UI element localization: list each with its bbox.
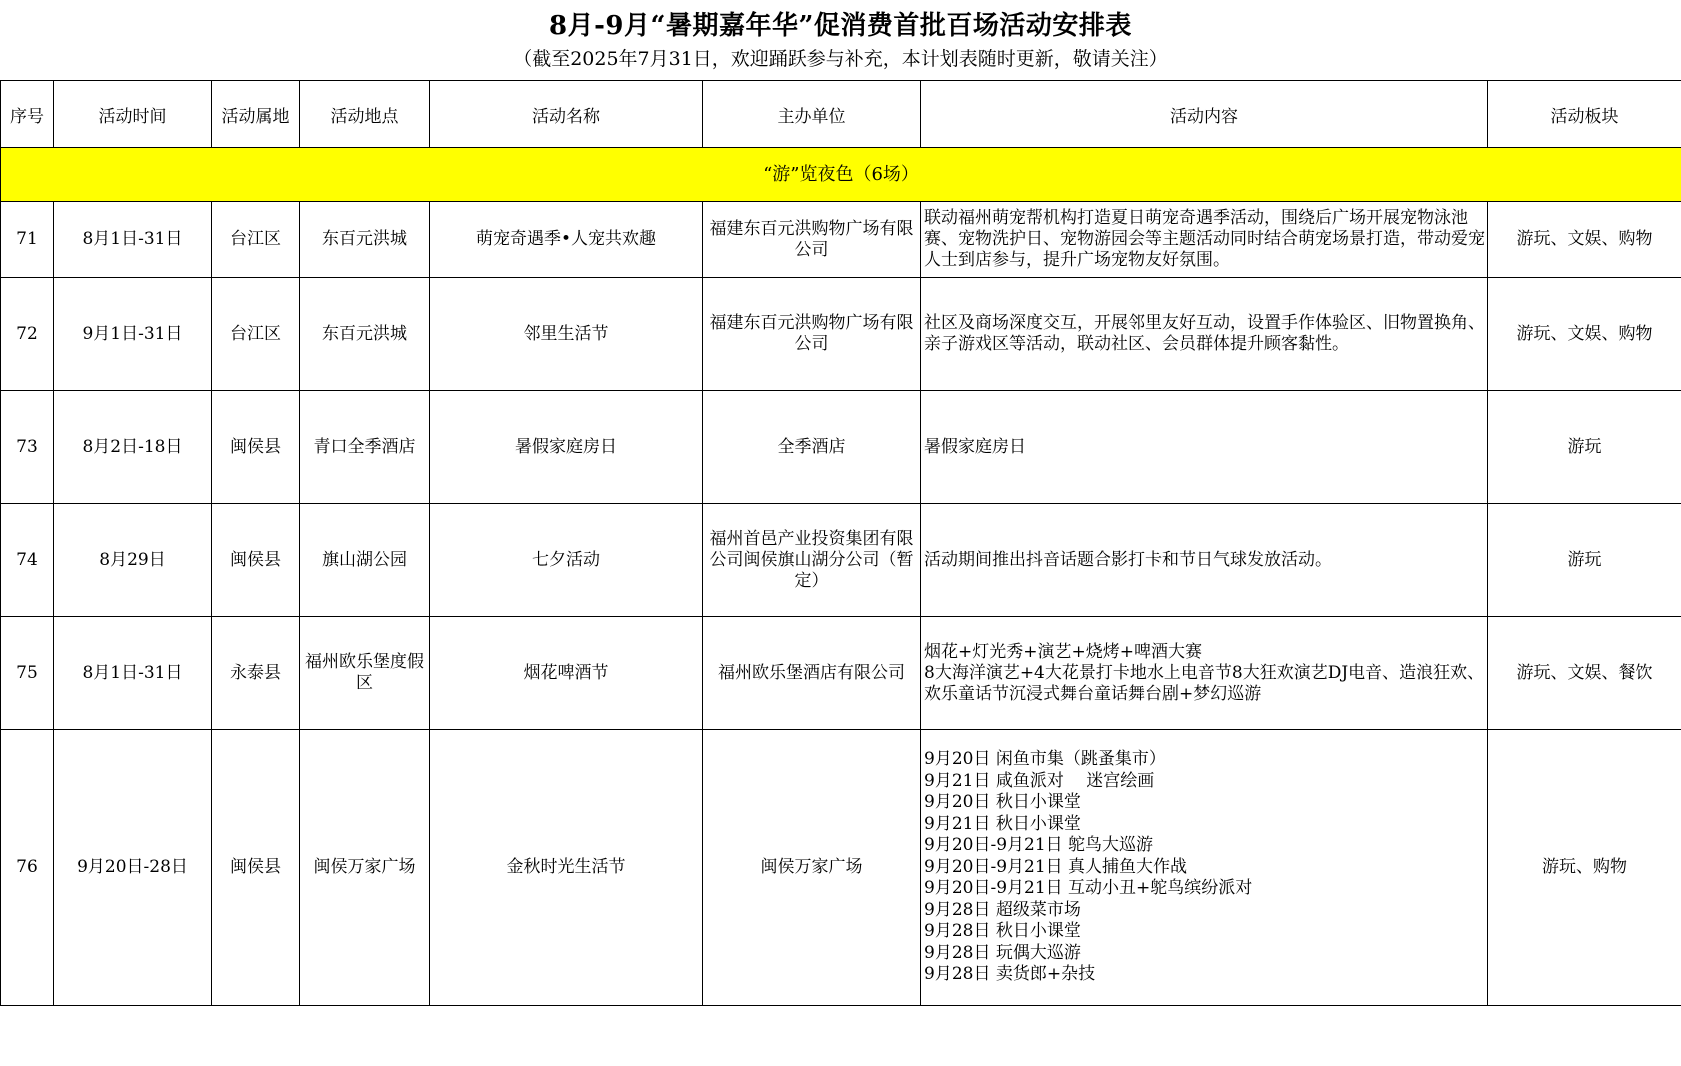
content-line: 9月20日 秋日小课堂 (924, 792, 1081, 813)
cell-name: 邻里生活节 (430, 278, 703, 391)
content-line: 烟花+灯光秀+演艺+烧烤+啤酒大赛 (924, 641, 1202, 662)
column-header-organizer: 主办单位 (703, 81, 921, 148)
cell-organizer: 福建东百元洪购物广场有限公司 (703, 202, 921, 278)
table-header-row (1, 81, 1681, 148)
cell-content: 活动期间推出抖音话题合影打卡和节日气球发放活动。 (921, 504, 1488, 617)
cell-organizer: 福州首邑产业投资集团有限公司闽侯旗山湖分公司（暂定） (703, 504, 921, 617)
cell-name: 七夕活动 (430, 504, 703, 617)
page-title: 8月-9月“暑期嘉年华”促消费首批百场活动安排表 (549, 11, 1132, 41)
cell-place: 福州欧乐堡度假区 (300, 617, 430, 730)
cell-place: 旗山湖公园 (300, 504, 430, 617)
cell-category: 游玩、购物 (1488, 730, 1681, 1006)
table-row (1, 202, 1681, 278)
section-title: “游”览夜色（6场） (1, 148, 1681, 202)
cell-name: 暑假家庭房日 (430, 391, 703, 504)
document-header (0, 0, 1681, 80)
content-line: 8大海洋演艺+4大花景打卡地水上电音节8大狂欢演艺DJ电音、造浪狂欢、欢乐童话节沉浸式舞台童话舞台剧+梦幻巡游 (924, 662, 1485, 704)
cell-time: 9月20日-28日 (54, 730, 212, 1006)
cell-organizer: 全季酒店 (703, 391, 921, 504)
cell-content: 暑假家庭房日 (921, 391, 1488, 504)
cell-category: 游玩 (1488, 391, 1681, 504)
table-row (1, 504, 1681, 617)
cell-content: 联动福州萌宠帮机构打造夏日萌宠奇遇季活动，围绕后广场开展宠物泳池赛、宠物洗护日、宠物游园会等主题活动同时结合萌宠场景打造，带动爱宠人士到店参与，提升广场宠物友好氛围。 (921, 202, 1488, 278)
cell-place: 东百元洪城 (300, 202, 430, 278)
cell-no: 75 (1, 617, 54, 730)
column-header-content: 活动内容 (921, 81, 1488, 148)
content-line: 9月28日 秋日小课堂 (924, 921, 1081, 942)
table-row (1, 278, 1681, 391)
content-line: 9月28日 超级菜市场 (924, 899, 1081, 920)
cell-district: 台江区 (212, 278, 300, 391)
cell-category: 游玩、文娱、购物 (1488, 202, 1681, 278)
cell-no: 74 (1, 504, 54, 617)
cell-content (921, 617, 1488, 730)
cell-category: 游玩、文娱、餐饮 (1488, 617, 1681, 730)
cell-organizer: 闽侯万家广场 (703, 730, 921, 1006)
table-row (1, 617, 1681, 730)
table-row (1, 391, 1681, 504)
cell-category: 游玩 (1488, 504, 1681, 617)
cell-organizer: 福建东百元洪购物广场有限公司 (703, 278, 921, 391)
activity-table (0, 80, 1681, 1006)
column-header-no: 序号 (1, 81, 54, 148)
cell-no: 73 (1, 391, 54, 504)
content-line: 9月20日-9月21日 互动小丑+鸵鸟缤纷派对 (924, 878, 1253, 899)
cell-time: 9月1日-31日 (54, 278, 212, 391)
cell-time: 8月1日-31日 (54, 617, 212, 730)
cell-category: 游玩、文娱、购物 (1488, 278, 1681, 391)
cell-district: 闽侯县 (212, 730, 300, 1006)
content-line: 9月20日-9月21日 鸵鸟大巡游 (924, 835, 1154, 856)
content-line: 9月20日-9月21日 真人捕鱼大作战 (924, 856, 1188, 877)
cell-time: 8月1日-31日 (54, 202, 212, 278)
cell-place: 东百元洪城 (300, 278, 430, 391)
cell-no: 72 (1, 278, 54, 391)
cell-district: 台江区 (212, 202, 300, 278)
cell-no: 71 (1, 202, 54, 278)
column-header-district: 活动属地 (212, 81, 300, 148)
cell-organizer: 福州欧乐堡酒店有限公司 (703, 617, 921, 730)
table-row (1, 730, 1681, 1006)
cell-time: 8月2日-18日 (54, 391, 212, 504)
cell-district: 闽侯县 (212, 504, 300, 617)
column-header-place: 活动地点 (300, 81, 430, 148)
cell-district: 闽侯县 (212, 391, 300, 504)
column-header-name: 活动名称 (430, 81, 703, 148)
cell-name: 烟花啤酒节 (430, 617, 703, 730)
column-header-time: 活动时间 (54, 81, 212, 148)
section-row (1, 148, 1681, 202)
content-line: 9月21日 秋日小课堂 (924, 813, 1081, 834)
content-line: 9月28日 卖货郎+杂技 (924, 964, 1096, 985)
content-line: 9月20日 闲鱼市集（跳蚤集市） (924, 749, 1166, 770)
cell-time: 8月29日 (54, 504, 212, 617)
cell-content: 社区及商场深度交互，开展邻里友好互动，设置手作体验区、旧物置换角、亲子游戏区等活动，联动社区、会员群体提升顾客黏性。 (921, 278, 1488, 391)
cell-name: 金秋时光生活节 (430, 730, 703, 1006)
cell-place: 闽侯万家广场 (300, 730, 430, 1006)
cell-no: 76 (1, 730, 54, 1006)
cell-place: 青口全季酒店 (300, 391, 430, 504)
page-subtitle: （截至2025年7月31日，欢迎踊跃参与补充，本计划表随时更新，敬请关注） (513, 48, 1168, 70)
column-header-category: 活动板块 (1488, 81, 1681, 148)
content-line: 9月21日 咸鱼派对 迷宫绘画 (924, 770, 1155, 791)
cell-content (921, 730, 1488, 1006)
content-line: 9月28日 玩偶大巡游 (924, 942, 1081, 963)
cell-name: 萌宠奇遇季•人宠共欢趣 (430, 202, 703, 278)
cell-district: 永泰县 (212, 617, 300, 730)
